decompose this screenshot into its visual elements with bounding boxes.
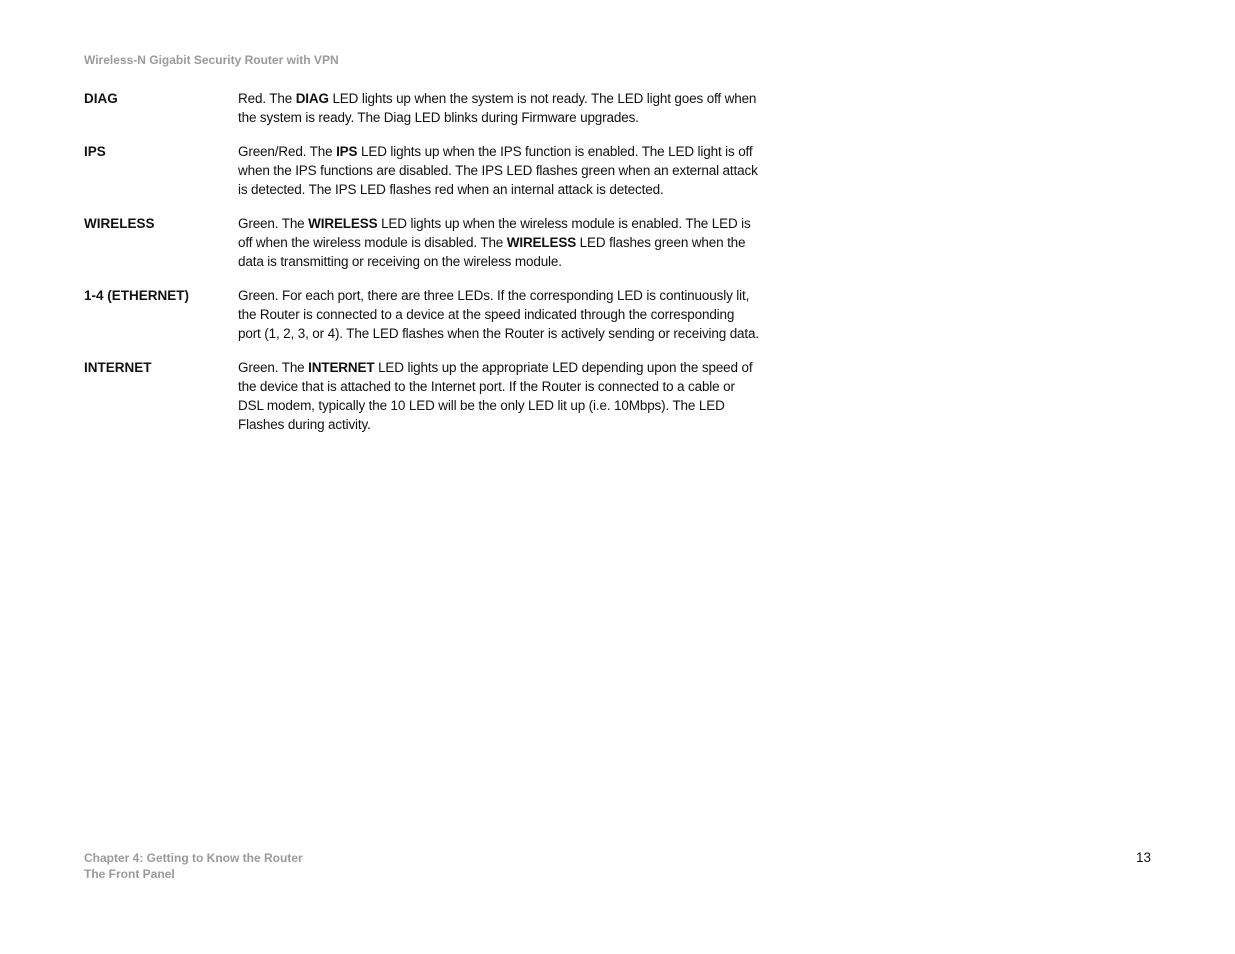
description-text: LED flashes green when the data is transmitting or receiving on the wireless module. <box>238 235 746 269</box>
page-number: 13 <box>1136 850 1152 865</box>
running-header <box>84 53 339 67</box>
description-text: Green. For each port, there are three LEDs. If the corresponding LED is continuously lit, the Router is connected to a device at the speed indicated through the corresponding port (1, 2, 3, or 4). The LED flashes when the Router is actively sending or receiving data. <box>238 288 759 341</box>
description-text: LED lights up when the system is not ready. The LED light goes off when the system is ready. The Diag LED blinks during Firmware upgrades. <box>238 91 757 125</box>
term-label: DIAG <box>84 91 118 106</box>
led-entry-diag <box>84 89 764 127</box>
bold-term: INTERNET <box>308 360 375 375</box>
footer-chapter: Chapter 4: Getting to Know the Router <box>84 851 303 865</box>
term-description <box>238 358 760 434</box>
description-text: Green. The <box>238 216 309 231</box>
term-label: 1-4 (ETHERNET) <box>84 288 190 303</box>
term-description <box>238 214 760 271</box>
led-entry-ethernet <box>84 286 764 343</box>
term-label: INTERNET <box>84 360 152 375</box>
bold-term: IPS <box>336 144 358 159</box>
description-text: Green. The <box>238 360 309 375</box>
description-text: LED lights up when the wireless module is enabled. The LED is off when the wireless module is disabled. The <box>238 216 751 250</box>
term-label: IPS <box>84 144 106 159</box>
description-text: LED lights up the appropriate LED depending upon the speed of the device that is attached to the Internet port. If the Router is connected to a cable or DSL modem, typically the 10 LED will be the only LED lit up (i.e. 10Mbps). The LED Flashes during activity. <box>238 360 753 432</box>
description-text: LED lights up when the IPS function is enabled. The LED light is off when the IPS functions are disabled. The IPS LED flashes green when an external attack is detected. The IPS LED flashes red when an internal attack is detected. <box>238 144 758 197</box>
led-entry-internet <box>84 358 764 434</box>
led-entry-ips <box>84 142 764 199</box>
page-footer <box>84 850 303 882</box>
term-description <box>238 142 760 199</box>
led-entry-wireless <box>84 214 764 271</box>
footer-section: The Front Panel <box>84 867 175 881</box>
bold-term: WIRELESS <box>308 216 378 231</box>
bold-term: DIAG <box>295 91 329 106</box>
header-title: Wireless-N Gigabit Security Router with VPN <box>84 53 339 67</box>
bold-term: WIRELESS <box>506 235 577 250</box>
description-text: Green/Red. The <box>238 144 337 159</box>
term-description <box>238 286 760 343</box>
term-description <box>238 89 760 127</box>
description-text: Red. The <box>238 91 296 106</box>
term-label: WIRELESS <box>84 216 155 231</box>
led-description-list <box>84 89 764 449</box>
